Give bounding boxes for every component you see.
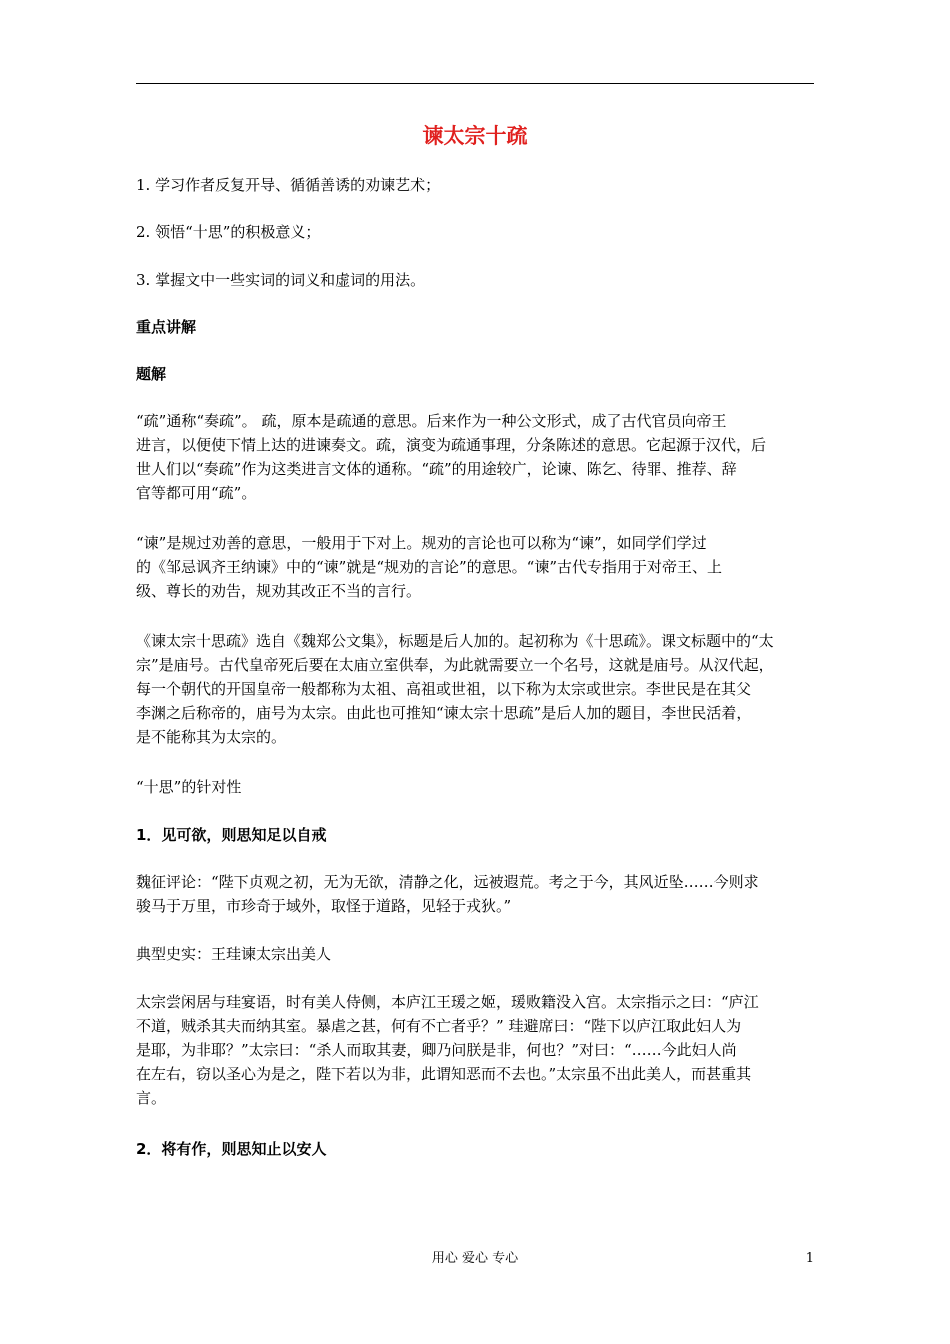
page-footer: 用心 爱心 专心 [431, 1251, 519, 1266]
paragraph-example: 太宗尝闲居与珪宴语，时有美人侍侧，本庐江王瑗之姬，瑗败籍没入宫。太宗指示之曰：“庐江 不道，贼杀其夫而纳其室。暴虐之甚，何有不亡者乎？” 珪避席曰：“陛下以庐江取此妇人为 是耶，为非耶？”太宗曰：“杀人而取其妻，卿乃问朕是非，何也？”对曰：“……今此妇人尚 在左右，窃以圣心为是之，陛下若以为非，此谓知恶而不去也。”太宗虽不出此美人，而甚重其 言。 [136, 993, 759, 1107]
paragraph-weizheng-comment: 魏征评论：“陛下贞观之初，无为无欲，清静之化，远被遐荒。考之于今，其风近坠……今则求 骏马于万里，市珍奇于域外，取怪于道路，见轻于戎狄。” [136, 873, 759, 915]
objective-2: 2. 领悟“十思”的积极意义； [136, 223, 321, 241]
objective-1: 1. 学习作者反复开导、循循善诱的劝谏艺术； [136, 176, 441, 194]
document-title: 谏太宗十疏 [422, 124, 528, 148]
section-heading-key-points: 重点讲解 [136, 318, 197, 336]
example-heading: 典型史实：王珪谏太宗出美人 [136, 945, 332, 963]
point-1-heading: 1．见可欲，则思知足以自戒 [136, 826, 327, 844]
objective-3: 3. 掌握文中一些实词的词义和虚词的用法。 [136, 271, 426, 289]
header-rule [136, 83, 814, 84]
paragraph-source: 《谏太宗十思疏》选自《魏郑公文集》，标题是后人加的。起初称为《十思疏》。课文标题中的“太 宗”是庙号。古代皇帝死后要在太庙立室供奉，为此就需要立一个名号，这就是庙号。从汉代起， 每一个朝代的开国皇帝一般都称为太祖、高祖或世祖，以下称为太宗或世宗。李世民是在其父 李渊之后称帝的，庙号为太宗。由此也可推知“谏太宗十思疏”是后人加的题目，李世民活着， 是不能称其为太宗的。 [136, 632, 774, 746]
page-number: 1 [805, 1251, 814, 1266]
shisi-heading: “十思”的针对性 [136, 778, 242, 796]
section-heading-title-explanation: 题解 [136, 365, 167, 383]
paragraph-shu: “疏”通称“奏疏”。 疏，原本是疏通的意思。后来作为一种公文形式，成了古代官员向帝王 进言，以便使下情上达的进谏奏文。疏，演变为疏通事理，分条陈述的意思。它起源于汉代，后 世人们以“奏疏”作为这类进言文体的通称。“疏”的用途较广，论谏、陈乞、待罪、推荐、辞 官等都可用“疏”。 [136, 412, 767, 502]
paragraph-jian: “谏”是规过劝善的意思，一般用于下对上。规劝的言论也可以称为“谏”，如同学们学过 的《邹忌讽齐王纳谏》中的“谏”就是“规劝的言论”的意思。“谏”古代专指用于对帝王、上 级、尊长的劝告，规劝其改正不当的言行。 [136, 534, 723, 600]
point-2-heading: 2．将有作，则思知止以安人 [136, 1140, 327, 1158]
